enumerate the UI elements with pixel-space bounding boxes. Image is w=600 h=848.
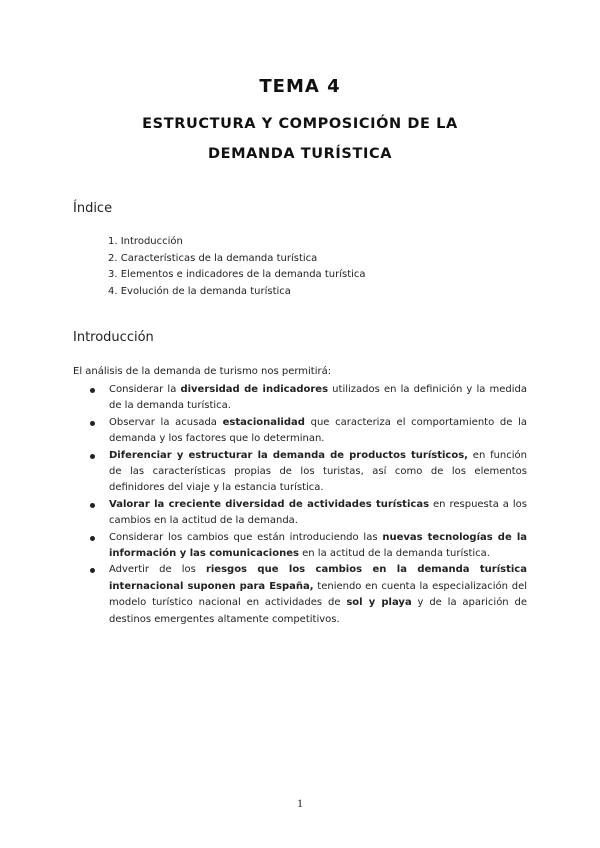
- toc-item: 3. Elementos e indicadores de la demanda turística: [108, 269, 366, 280]
- introduction-lead: El análisis de la demanda de turismo nos permitirá:: [73, 366, 332, 377]
- bullet-icon: [90, 454, 95, 459]
- objective-item: [90, 497, 527, 530]
- objective-text: teniendo en cuenta la especialización del modelo turístico nacional en actividades de: [109, 580, 528, 609]
- introduction-heading: Introducción: [73, 330, 154, 345]
- bullet-icon: [90, 568, 95, 573]
- objective-text-bold: estacionalidad: [222, 416, 305, 428]
- objective-text: que caracteriza el comportamiento de la demanda y los factores que lo determinan.: [109, 416, 527, 445]
- objective-text-bold: riesgos que los cambios en la demanda turística internacional suponen para España,: [109, 564, 527, 592]
- objective-text-bold: nuevas tecnologías de la información y las comunicaciones: [109, 531, 527, 560]
- objective-item: [90, 530, 527, 563]
- bullet-icon: [90, 536, 95, 541]
- page-number: 1: [297, 796, 303, 810]
- chapter-title-line-1: ESTRUCTURA Y COMPOSICIÓN DE LA: [142, 116, 458, 132]
- objective-text: en respuesta a los cambios en la actitud de la demanda.: [109, 498, 527, 527]
- objective-text-bold: Diferenciar y estructurar la demanda de productos turísticos,: [109, 449, 468, 461]
- objective-text: utilizados en la definición y la medida de la demanda turística.: [109, 384, 527, 412]
- objective-text-bold: Valorar la creciente diversidad de actividades turísticas: [109, 498, 430, 510]
- bullet-icon: [90, 421, 95, 426]
- objective-item: [90, 382, 527, 415]
- toc-item: 1. Introducción: [108, 236, 183, 247]
- objective-text: en función de las características propias de los turistas, así como de los elementos definidores del viaje y la estancia turística.: [109, 449, 528, 494]
- bullet-icon: [90, 388, 95, 393]
- objective-text: Advertir de los: [109, 564, 206, 576]
- objectives-list: [90, 382, 527, 628]
- index-heading: Índice: [73, 201, 113, 216]
- objective-text: Considerar la: [109, 384, 181, 395]
- objective-item: [90, 448, 527, 497]
- objective-text-bold: sol y playa: [346, 597, 412, 609]
- objective-item: [90, 562, 527, 628]
- table-of-contents: [108, 234, 366, 300]
- chapter-title-line-2: DEMANDA TURÍSTICA: [207, 146, 393, 162]
- objective-text-bold: diversidad de indicadores: [180, 384, 329, 395]
- objective-text: en la actitud de la demanda turística.: [298, 548, 490, 560]
- objective-item: [90, 415, 527, 448]
- toc-item: 4. Evolución de la demanda turística: [108, 285, 291, 297]
- objective-text: Considerar los cambios que están introduciendo las: [109, 531, 383, 543]
- chapter-label: TEMA 4: [259, 76, 341, 97]
- objective-text: Observar la acusada: [109, 416, 223, 428]
- objective-text: y de la aparición de destinos emergentes altamente competitivos.: [109, 597, 527, 625]
- bullet-icon: [90, 503, 95, 508]
- toc-item: 2. Características de la demanda turística: [108, 252, 318, 264]
